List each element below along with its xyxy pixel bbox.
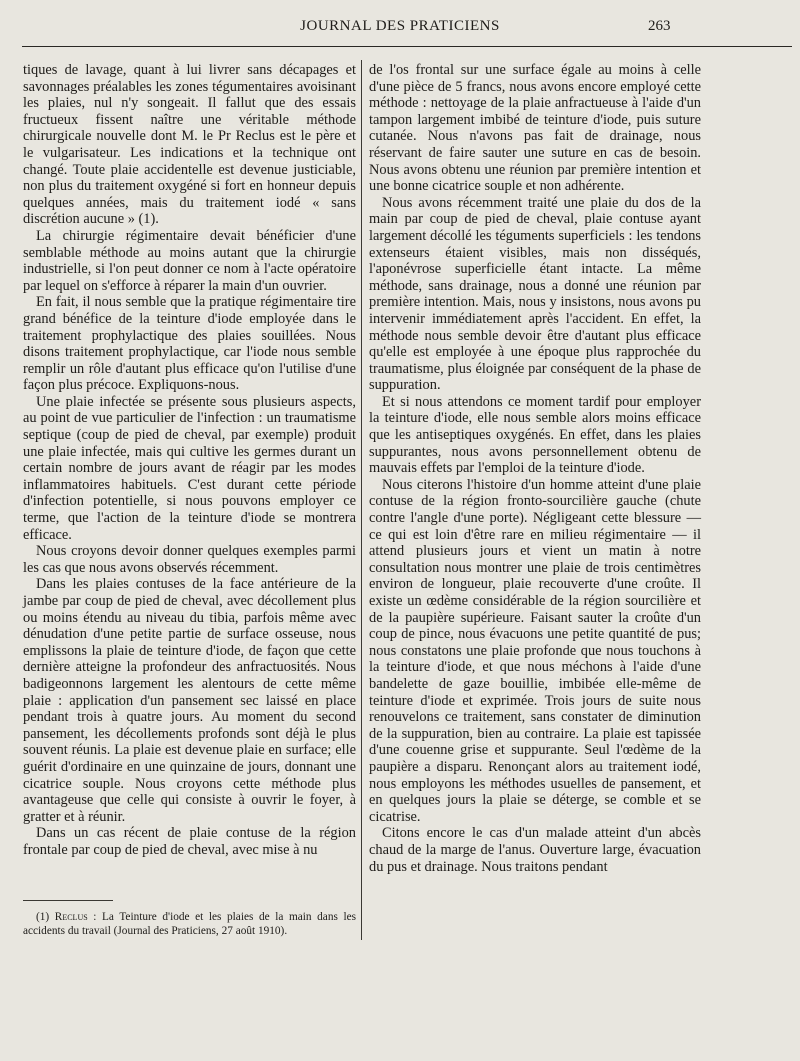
paragraph: Nous citerons l'histoire d'un homme atteint d'une plaie contuse de la région fronto-sourcilière gauche (chute contre l'angle d'une porte). Négligeant cette blessure — ce qui est loin d'être rare en milieu régimentaire — il attend plusieurs jours et vient un matin à notre consultation nous montrer une plaie de trois centimètres environ de longueur, plaie recouverte d'une croûte. Il existe un œdème considérable de la région sourcilière et de la paupière supérieure. Faisant sauter la croûte d'un coup de pince, nous évacuons une petite quantité de pus; nous constatons une plaie profonde que nous touchons à la teinture d'iode, et que nous méchons à l'aide d'une bandelette de gaze bouillie, imbibée elle-même de teinture d'iode et exprimée. Trois jours de suite nous renouvelons ce traitement, sans constater de diminution de la suppuration, bien au contraire. La plaie est tapissée d'une couenne grise et suppurante. Seul l'œdème de la paupière a disparu. Renonçant alors au traitement iodé, nous employons les méthodes usuelles de pansement, et en quelques jours la plaie se déterge, se comble et se cicatrise. — [369, 476, 701, 825]
paragraph: Une plaie infectée se présente sous plusieurs aspects, au point de vue particulier de l'infection : un traumatisme septique (coup de pied de cheval, par exemple) produit une plaie infectée, mais qui cultive les germes durant un certain nombre de jours avant de réagir par les modes inflammatoires habituels. C'est durant cette période d'infection potentielle, si nous pouvons employer ce terme, que l'action de la teinture d'iode se montrera efficace. — [23, 393, 356, 543]
left-column — [23, 62, 356, 859]
paragraph: de l'os frontal sur une surface égale au moins à celle d'une pièce de 5 francs, nous avons encore employé cette méthode : nettoyage de la plaie anfractueuse à l'aide d'un tampon largement imbibé de teinture d'iode, puis suture cutanée. Nous n'avons pas fait de drainage, nous réservant de faire sauter une suture en cas de besoin. Nous avons obtenu une réunion par première intention et une bonne cicatrice souple et non adhérente. — [369, 62, 701, 195]
paragraph: La chirurgie régimentaire devait bénéficier d'une semblable méthode au moins autant que la chirurgie industrielle, si l'on peut donner ce nom à l'acte opératoire par lequel on s'efforce à réparer la main d'un ouvrier. — [23, 227, 356, 294]
paragraph: Et si nous attendons ce moment tardif pour employer la teinture d'iode, elle nous semble alors moins efficace que les antiseptiques oxygénés. En effet, dans les plaies suppurantes, nous avons personnellement obtenu de mauvais effets par l'emploi de la teinture d'iode. — [369, 393, 701, 477]
right-column — [369, 62, 701, 875]
paragraph: Nous croyons devoir donner quelques exemples parmi les cas que nous avons observés récemment. — [23, 543, 356, 576]
footnote — [23, 911, 356, 938]
running-title: JOURNAL DES PRATICIENS — [300, 18, 500, 34]
footnote-marker: (1) — [36, 911, 50, 923]
footnote-text: : La Teinture d'iode et les plaies de la main dans les accidents du travail (Journal des Praticiens, 27 août 1910). — [23, 911, 357, 937]
footnote-rule — [23, 900, 113, 901]
paragraph: Dans un cas récent de plaie contuse de la région frontale par coup de pied de cheval, avec mise à nu — [23, 825, 356, 858]
paragraph: En fait, il nous semble que la pratique régimentaire tire grand bénéfice de la teinture d'iode employée dans le traitement prophylactique des plaies souillées. Nous disons traitement prophylactique, car l'iode nous semble remplir un rôle d'autant plus efficace qu'on l'utilise d'une façon plus précoce. Expliquons-nous. — [23, 294, 356, 394]
paragraph: Dans les plaies contuses de la face antérieure de la jambe par coup de pied de cheval, avec décollement plus ou moins étendu au niveau du tibia, parfois même avec dénudation d'une petite partie de surface osseuse, nous emplissons la plaie de teinture d'iode, de façon que cette dernière atteigne la profondeur des anfractuosités. Nous badigeonnons largement les alentours de cette même plaie : application d'un pansement sec laissé en place pendant trois à quatre jours. Au moment du second pansement, les décollements profonds sont déjà le plus souvent réunis. La plaie est devenue plaie en surface; elle guérit d'ordinaire en une quinzaine de jours, donnant une cicatrice souple. Nous croyons cette méthode plus avantageuse que celle qui consiste à ouvrir le foyer, à gratter et à réunir. — [23, 576, 356, 825]
column-divider — [361, 60, 362, 940]
paragraph: tiques de lavage, quant à lui livrer sans décapages et savonnages préalables les zones tégumentaires avoisinant les plaies, nul n'y songeait. Il fallut que des essais fructueux fissent naître une véritable méthode chirurgicale nouvelle dont M. le Pr Reclus est le père et le vulgarisateur. Les indications et la technique ont changé. Toute plaie accidentelle est devenue justiciable, non plus du traitement oxygéné si fort en honneur depuis quelques années, mais du traitement iodé « sans discrétion aucune » (1). — [23, 62, 356, 228]
header-rule — [22, 46, 792, 47]
paragraph: Citons encore le cas d'un malade atteint d'un abcès chaud de la marge de l'anus. Ouverture large, évacuation du pus et drainage. Nous traitons pendant — [369, 825, 701, 875]
footnote-author: Reclus — [54, 911, 88, 923]
paragraph: Nous avons récemment traité une plaie du dos de la main par coup de pied de cheval, plaie contuse ayant largement décollé les téguments superficiels : les tendons extenseurs étaient visibles, mais non disséqués, l'aponévrose superficielle étant intacte. La même méthode, sans drainage, nous a donné une réunion par première intention. Mais, nous y insistons, nous avons pu intervenir immédiatement après l'accident. En effet, la méthode nous semble devoir être d'autant plus efficace qu'elle est employée à une époque plus rapprochée du traumatisme, plus éloignée par conséquent de la phase de suppuration. — [369, 194, 701, 394]
page-number: 263 — [648, 18, 671, 34]
